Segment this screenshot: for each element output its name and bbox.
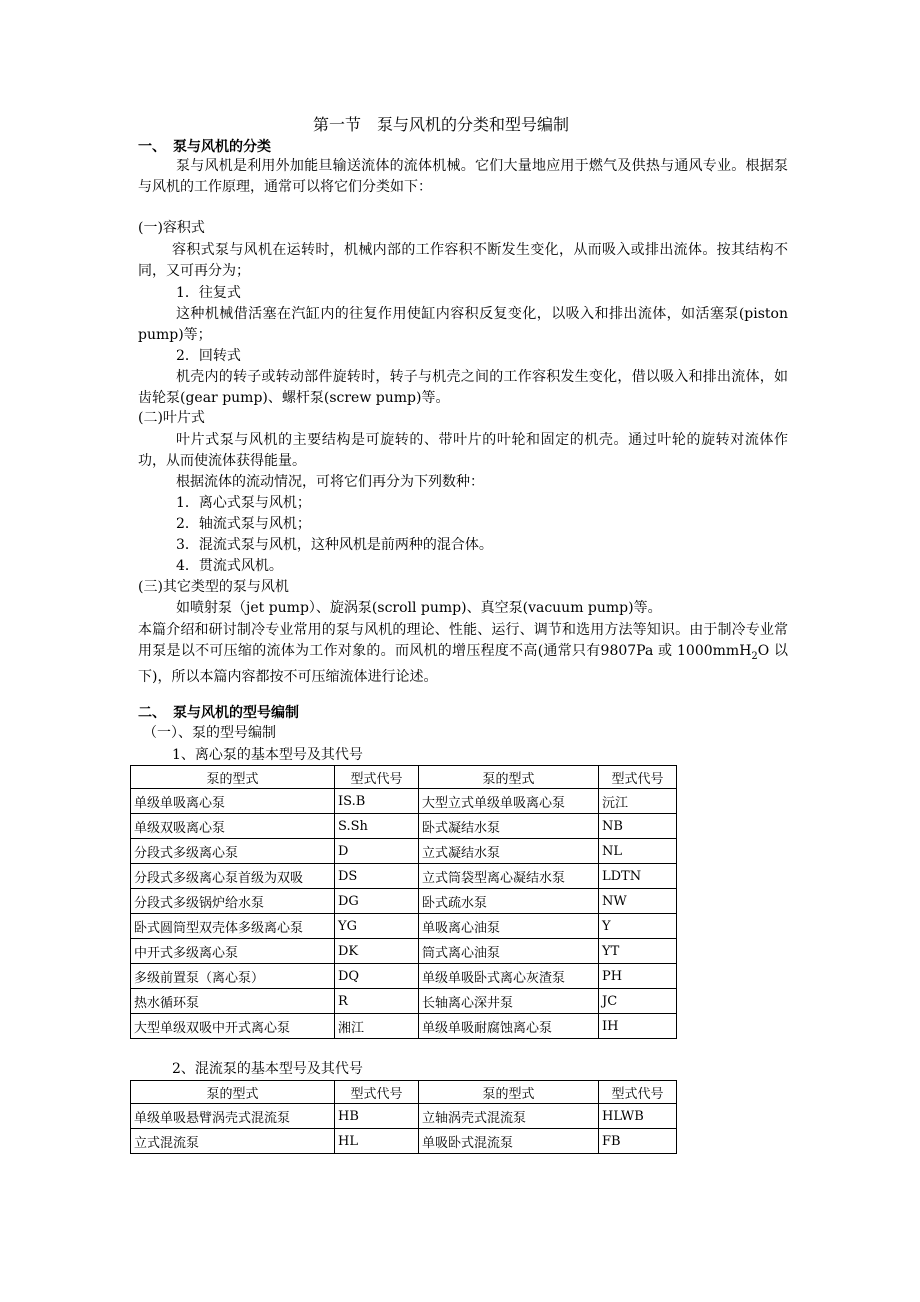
table-row bbox=[131, 989, 677, 1014]
table-cell: HB bbox=[335, 1104, 419, 1129]
table-cell: 单级单吸离心泵 bbox=[131, 789, 335, 814]
table-cell: 沅江 bbox=[599, 789, 677, 814]
sub2-item: 3．混流式泵与风机，这种风机是前两种的混合体。 bbox=[176, 537, 493, 553]
sub1-heading: (一)容积式 bbox=[138, 220, 205, 236]
table-row bbox=[131, 814, 677, 839]
table-cell: 单级单吸耐腐蚀离心泵 bbox=[419, 1014, 599, 1039]
header-cell: 泵的型式 bbox=[419, 766, 599, 789]
table-row bbox=[131, 889, 677, 914]
header-cell: 型式代号 bbox=[599, 766, 677, 789]
table-cell: NB bbox=[599, 814, 677, 839]
table-cell: 卧式凝结水泵 bbox=[419, 814, 599, 839]
sub2-text2: 根据流体的流动情况，可将它们再分为下列数种： bbox=[176, 474, 484, 490]
summary-paragraph bbox=[138, 620, 788, 688]
table-cell: 分段式多级离心泵 bbox=[131, 839, 335, 864]
page-title: 第一节 泵与风机的分类和型号编制 bbox=[313, 115, 570, 134]
table-cell: JC bbox=[599, 989, 677, 1014]
table-header-row bbox=[131, 1081, 677, 1104]
sub2-heading: (二)叶片式 bbox=[138, 410, 205, 426]
table-cell: R bbox=[335, 989, 419, 1014]
section1-intro: 泵与风机是利用外加能旦输送流体的流体机械。它们大量地应用于燃气及供热与通风专业。根据泵与风机的工作原理，通常可以将它们分类如下： bbox=[138, 158, 788, 195]
header-cell: 型式代号 bbox=[599, 1081, 677, 1104]
sub2-text: 叶片式泵与风机的主要结构是可旋转的、带叶片的叶轮和固定的机壳。通过叶轮的旋转对流体作功，从而使流体获得能量。 bbox=[138, 432, 788, 469]
table-cell: NW bbox=[599, 889, 677, 914]
header-cell: 型式代号 bbox=[335, 766, 419, 789]
table-cell: 单吸离心油泵 bbox=[419, 914, 599, 939]
table-row bbox=[131, 864, 677, 889]
table-cell: 单级单吸卧式离心灰渣泵 bbox=[419, 964, 599, 989]
table-cell: IS.B bbox=[335, 789, 419, 814]
header-cell: 泵的型式 bbox=[131, 1081, 335, 1104]
section2-heading: 二、 泵与风机的型号编制 bbox=[138, 705, 299, 721]
sub3-text: 如喷射泵（jet pump）、旋涡泵(scroll pump)、真空泵(vacuum pump)等。 bbox=[176, 600, 662, 616]
table-cell: 单级双吸离心泵 bbox=[131, 814, 335, 839]
table-cell: 单吸卧式混流泵 bbox=[419, 1129, 599, 1154]
sub1-item1-text: 这种机械借活塞在汽缸内的往复作用使缸内容积反复变化，以吸入和排出流体，如活塞泵(piston pump)等； bbox=[138, 306, 788, 343]
sub2-item: 1．离心式泵与风机； bbox=[176, 495, 311, 511]
table-cell: DG bbox=[335, 889, 419, 914]
table-cell: YT bbox=[599, 939, 677, 964]
summary-text-a: 本篇介绍和研讨制冷专业常用的泵与风机的理论、性能、运行、调节和选用方法等知识。由于制冷专业常用泵是以不可压缩的流体为工作对象的。而风机的增压程度不高(通常只有9807Pa 或 1000mmH bbox=[138, 622, 788, 659]
table-cell: 单级单吸悬臂涡壳式混流泵 bbox=[131, 1104, 335, 1129]
centrifugal-pump-table bbox=[130, 765, 677, 1039]
table-cell: DQ bbox=[335, 964, 419, 989]
table-row bbox=[131, 1104, 677, 1129]
table-row bbox=[131, 964, 677, 989]
table-cell: 立式凝结水泵 bbox=[419, 839, 599, 864]
table-cell: DS bbox=[335, 864, 419, 889]
table-cell: D bbox=[335, 839, 419, 864]
table-cell: 长轴离心深井泵 bbox=[419, 989, 599, 1014]
sub2-item: 4．贯流式风机。 bbox=[176, 558, 283, 574]
table-cell: 大型立式单级单吸离心泵 bbox=[419, 789, 599, 814]
table-header-row bbox=[131, 766, 677, 789]
table-cell: 中开式多级离心泵 bbox=[131, 939, 335, 964]
header-cell: 泵的型式 bbox=[419, 1081, 599, 1104]
table-row bbox=[131, 939, 677, 964]
section1-heading: 一、 泵与风机的分类 bbox=[138, 139, 271, 155]
table-cell: Y bbox=[599, 914, 677, 939]
header-cell: 泵的型式 bbox=[131, 766, 335, 789]
sub1-item2-text: 机壳内的转子或转动部件旋转时，转子与机壳之间的工作容积发生变化，借以吸入和排出流体，如齿轮泵(gear pump)、螺杆泵(screw pump)等。 bbox=[138, 369, 788, 406]
sub1-text: 容积式泵与风机在运转时，机械内部的工作容积不断发生变化，从而吸入或排出流体。按其结构不同，又可再分为； bbox=[138, 242, 788, 279]
table-row bbox=[131, 914, 677, 939]
sub1-item2-title: 2．回转式 bbox=[176, 348, 241, 364]
table-cell: IH bbox=[599, 1014, 677, 1039]
table-row bbox=[131, 789, 677, 814]
table-cell: 分段式多级锅炉给水泵 bbox=[131, 889, 335, 914]
table-cell: FB bbox=[599, 1129, 677, 1154]
table-row bbox=[131, 839, 677, 864]
table-cell: 分段式多级离心泵首级为双吸 bbox=[131, 864, 335, 889]
table-row bbox=[131, 1129, 677, 1154]
sub3-heading: (三)其它类型的泵与风机 bbox=[138, 579, 289, 595]
header-cell: 型式代号 bbox=[335, 1081, 419, 1104]
table-cell: YG bbox=[335, 914, 419, 939]
table-cell: 多级前置泵（离心泵） bbox=[131, 964, 335, 989]
table-cell: 卧式疏水泵 bbox=[419, 889, 599, 914]
table-cell: 立轴涡壳式混流泵 bbox=[419, 1104, 599, 1129]
sub2-item: 2．轴流式泵与风机； bbox=[176, 516, 311, 532]
table1-caption: 1、离心泵的基本型号及其代号 bbox=[172, 747, 363, 763]
sub1-item1-title: 1．往复式 bbox=[176, 285, 241, 301]
table-cell: 立式混流泵 bbox=[131, 1129, 335, 1154]
table-cell: S.Sh bbox=[335, 814, 419, 839]
table-cell: HL bbox=[335, 1129, 419, 1154]
mixed-flow-pump-table bbox=[130, 1080, 677, 1154]
table-cell: LDTN bbox=[599, 864, 677, 889]
table-cell: 大型单级双吸中开式离心泵 bbox=[131, 1014, 335, 1039]
table-cell: HLWB bbox=[599, 1104, 677, 1129]
table-cell: 筒式离心油泵 bbox=[419, 939, 599, 964]
summary-subscript: 2 bbox=[751, 650, 758, 662]
table-cell: 热水循环泵 bbox=[131, 989, 335, 1014]
table-cell: DK bbox=[335, 939, 419, 964]
table-cell: 卧式圆筒型双壳体多级离心泵 bbox=[131, 914, 335, 939]
table-cell: NL bbox=[599, 839, 677, 864]
table-cell: 湘江 bbox=[335, 1014, 419, 1039]
section2-subheading: （一）、泵的型号编制 bbox=[143, 725, 276, 741]
table2-caption: 2、混流泵的基本型号及其代号 bbox=[172, 1061, 363, 1077]
table-cell: 立式筒袋型离心凝结水泵 bbox=[419, 864, 599, 889]
table-cell: PH bbox=[599, 964, 677, 989]
table-row bbox=[131, 1014, 677, 1039]
summary-text-b: O 以下)，所以本篇内容都按不可压缩流体进行论述。 bbox=[138, 643, 788, 685]
